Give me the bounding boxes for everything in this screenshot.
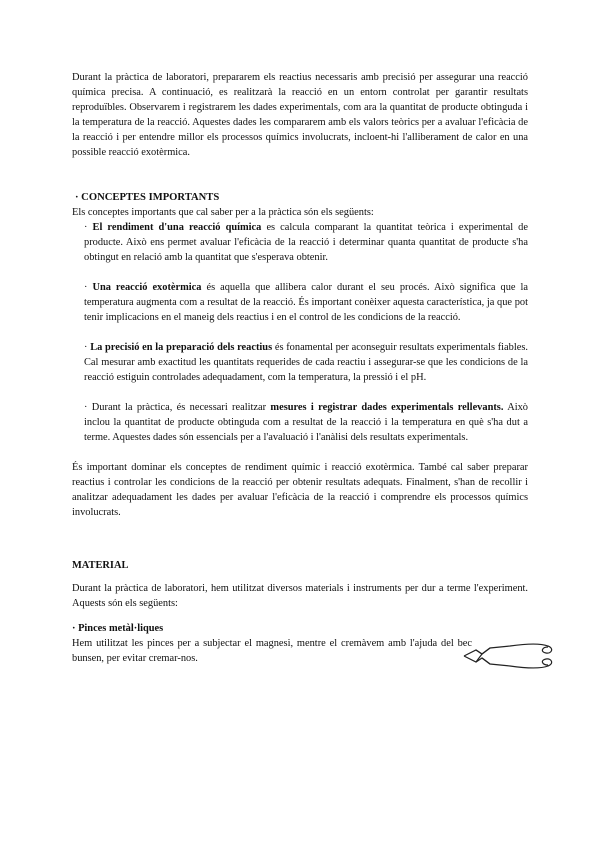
concept-bullet: · bbox=[84, 282, 93, 293]
concept-item-yield bbox=[72, 220, 528, 265]
concept-term-precision: La precisió en la preparació dels reactius bbox=[90, 342, 273, 353]
concept-term-yield: El rendiment d'una reacció química bbox=[92, 222, 262, 233]
material-item-title: · Pinces metàl·liques bbox=[72, 623, 164, 634]
material-heading: MATERIAL bbox=[72, 560, 129, 571]
material-lead: Durant la pràctica de laboratori, hem utilitzat diversos materials i instruments per dur a terme l'experiment. Aquests són els següents: bbox=[72, 583, 528, 609]
concepts-summary: És important dominar els conceptes de rendiment químic i reacció exotèrmica. També cal saber preparar reactius i controlar les condicions de la reacció per obtenir resultats adequats. Finalment, s'han de recollir i analitzar adequadament les dades per avaluar l'eficàcia de la reacció i comprendre els processos químics involucrats. bbox=[72, 462, 528, 518]
material-item-pinces bbox=[72, 621, 528, 666]
tongs-illustration bbox=[462, 635, 556, 677]
concepts-lead: Els conceptes importants que cal saber per a la pràctica són els següents: bbox=[72, 207, 374, 218]
concept-term-measurements: mesures i registrar dades experimentals rellevants. bbox=[270, 402, 504, 413]
concept-bullet: · bbox=[84, 222, 93, 233]
concept-last-pre: · Durant la pràctica, és necessari realitzar bbox=[84, 402, 271, 413]
concepts-heading: · CONCEPTES IMPORTANTS bbox=[75, 192, 220, 203]
document-page bbox=[72, 70, 528, 666]
concept-term-exothermic: Una reacció exotèrmica bbox=[92, 282, 202, 293]
concept-item-precision bbox=[72, 340, 528, 385]
concept-text-exothermic: és aquella que allibera calor durant el seu procés. Això significa que la temperatura augmenta com a resultat de la reacció. És important conèixer aquesta característica, ja que pot tenir implicacions en el maneig dels reactius i en el control de les condicions de la reacció. bbox=[84, 282, 528, 323]
concept-item-exothermic bbox=[72, 280, 528, 325]
concept-bullet: · bbox=[84, 342, 91, 353]
intro-paragraph: Durant la pràctica de laboratori, prepararem els reactius necessaris amb precisió per assegurar una reacció química precisa. A continuació, es realitzarà la reacció en un entorn controlat per garantir resultats reproduïbles. Observarem i registrarem les dades experimentals, com ara la quantitat de producte obtinguda i la temperatura de la reacció. Aquestes dades les compararem amb els valors teòrics per a avaluar l'eficàcia de la reacció i per entendre millor els processos químics involucrats, incloent-hi l'alliberament de calor en una possible reacció exotèrmica. bbox=[72, 72, 528, 158]
concept-item-measurements bbox=[72, 400, 528, 445]
material-item-text: Hem utilitzat les pinces per a subjectar el magnesi, mentre el cremàvem amb l'ajuda del bec bunsen, per evitar cremar-nos. bbox=[72, 638, 472, 664]
concept-text-precision: és fonamental per aconseguir resultats experimentals fiables. Cal mesurar amb exactitud les quantitats requerides de cada reactiu i assegurar-se que les condicions de la reacció estiguin controlades adequadament, com la temperatura, la pressió i el pH. bbox=[84, 342, 529, 383]
concept-text-yield: es calcula comparant la quantitat teòrica i experimental de producte. Això ens permet avaluar l'eficàcia de la reacció i determinar quanta quantitat de producte s'ha obtingut en relació amb la quantitat que s'esperava obtenir. bbox=[84, 222, 528, 263]
concept-text-measurements: Això inclou la quantitat de producte obtinguda com a resultat de la reacció i la temperatura en què s'ha dut a terme. Aquestes dades són essencials per a l'avaluació i l'anàlisi dels resultats experimentals. bbox=[84, 402, 528, 443]
